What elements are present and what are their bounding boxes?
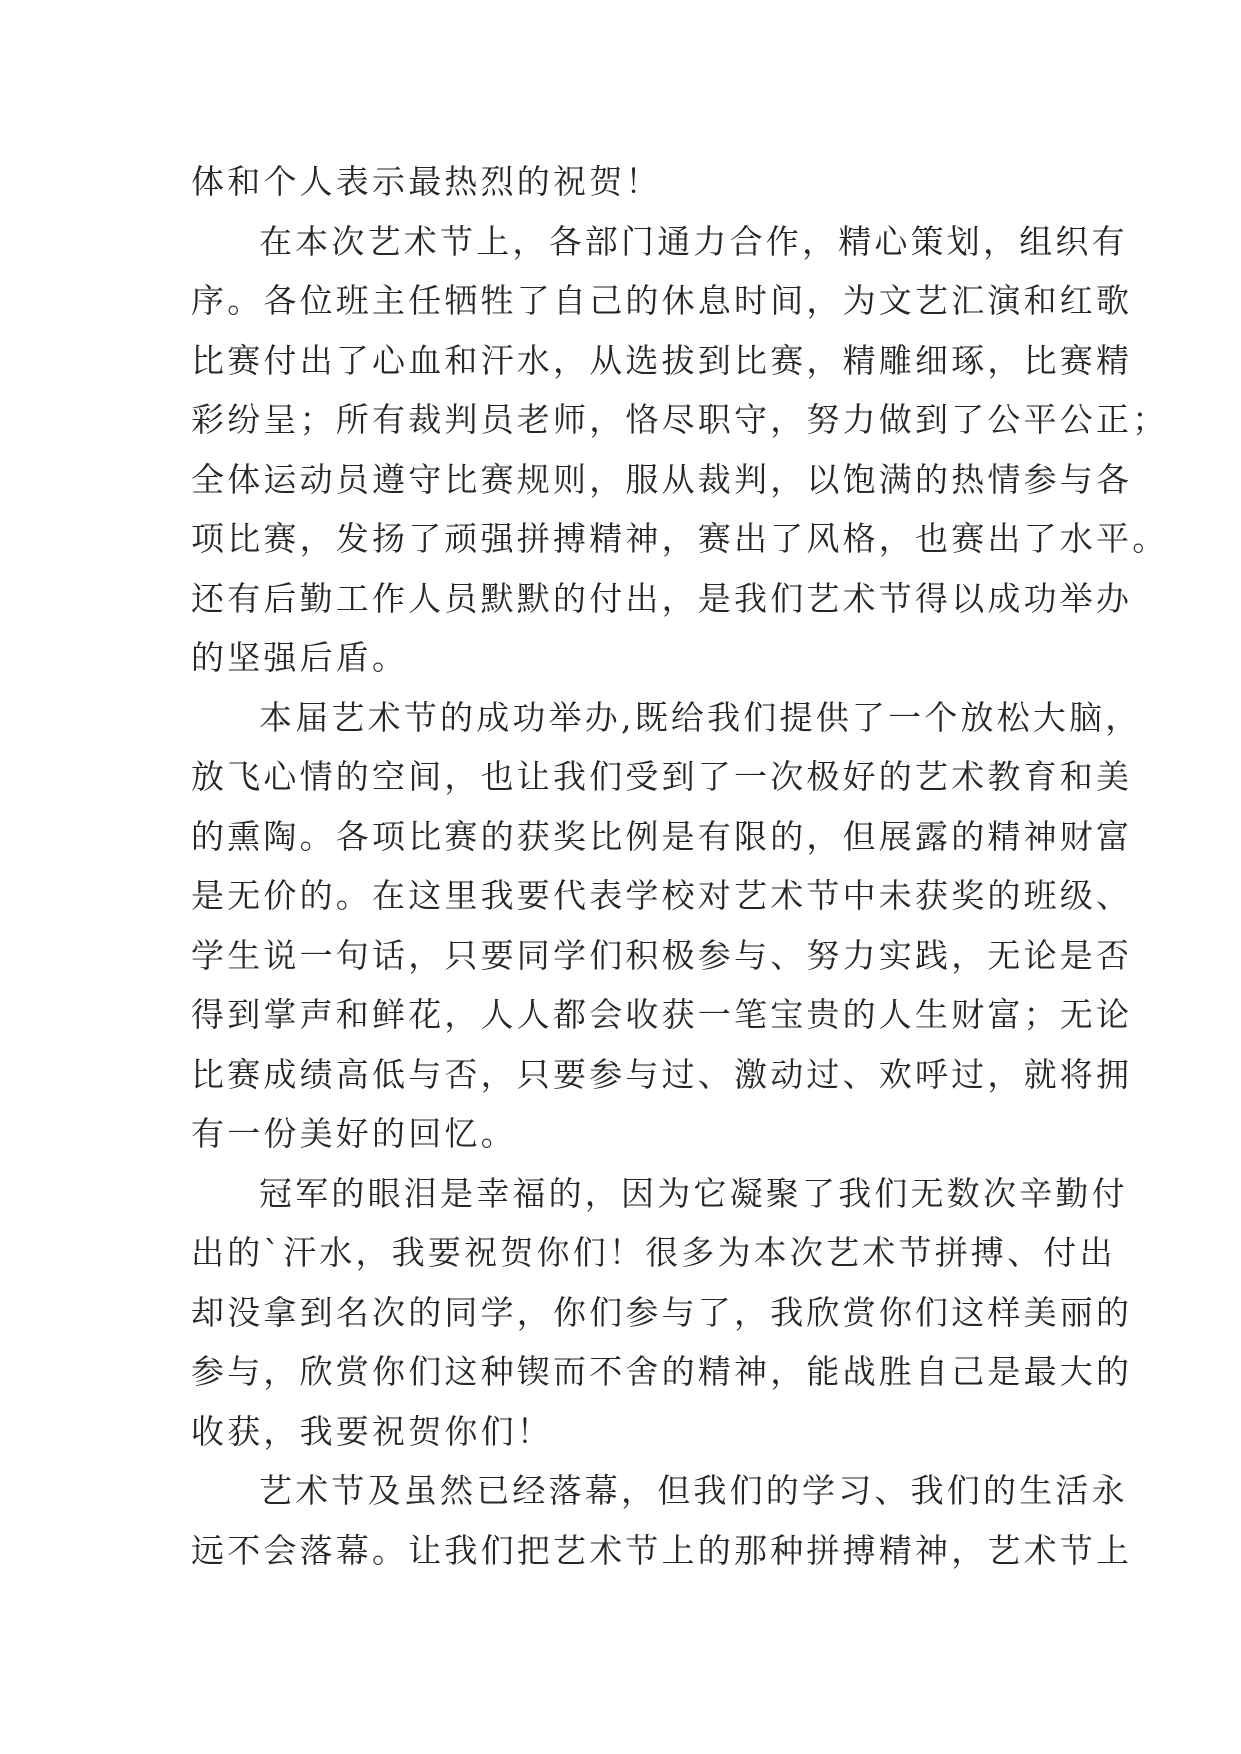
text-line: 有一份美好的回忆。 xyxy=(191,1114,517,1153)
text-line: 项比赛，发扬了顽强拼搏精神，赛出了风格，也赛出了水平。 xyxy=(191,519,1169,558)
paragraph-first-line: 在本次艺术节上，各部门通力合作，精心策划，组织有 xyxy=(259,221,1128,261)
paragraph-first-line: 本届艺术节的成功举办,既给我们提供了一个放松大脑， xyxy=(259,697,1142,737)
document-body xyxy=(191,152,1169,1580)
text-line: 放飞心情的空间，也让我们受到了一次极好的艺术教育和美 xyxy=(191,757,1133,796)
text-line: 出的`汗水，我要祝贺你们！很多为本次艺术节拼搏、付出 xyxy=(191,1233,1116,1272)
text-line: 彩纷呈；所有裁判员老师，恪尽职守，努力做到了公平公正； xyxy=(191,400,1169,439)
text-line: 还有后勤工作人员默默的付出，是我们艺术节得以成功举办 xyxy=(191,578,1133,618)
paragraph-first-line: 艺术节及虽然已经落幕，但我们的学习、我们的生活永 xyxy=(259,1471,1128,1510)
text-line: 的熏陶。各项比赛的获奖比例是有限的，但展露的精神财富 xyxy=(191,816,1133,856)
text-line: 比赛付出了心血和汗水，从选拔到比赛，精雕细琢，比赛精 xyxy=(191,340,1133,380)
text-line: 学生说一句话，只要同学们积极参与、努力实践，无论是否 xyxy=(191,935,1133,975)
text-line: 远不会落幕。让我们把艺术节上的那种拼搏精神，艺术节上 xyxy=(191,1530,1133,1570)
text-line: 序。各位班主任牺牲了自己的休息时间，为文艺汇演和红歌 xyxy=(191,281,1133,320)
text-line: 却没拿到名次的同学，你们参与了，我欣赏你们这样美丽的 xyxy=(191,1292,1133,1332)
text-line: 的坚强后盾。 xyxy=(191,638,409,677)
text-line: 是无价的。在这里我要代表学校对艺术节中未获奖的班级、 xyxy=(191,876,1133,915)
text-line: 收获，我要祝贺你们！ xyxy=(191,1411,553,1451)
paragraph-first-line: 冠军的眼泪是幸福的，因为它凝聚了我们无数次辛勤付 xyxy=(259,1173,1128,1213)
text-line: 参与，欣赏你们这种锲而不舍的精神，能战胜自己是最大的 xyxy=(191,1352,1133,1391)
text-line: 比赛成绩高低与否，只要参与过、激动过、欢呼过，就将拥 xyxy=(191,1054,1133,1094)
text-line: 全体运动员遵守比赛规则，服从裁判，以饱满的热情参与各 xyxy=(191,459,1133,499)
text-line: 得到掌声和鲜花，人人都会收获一笔宝贵的人生财富；无论 xyxy=(191,995,1133,1034)
text-line: 体和个人表示最热烈的祝贺！ xyxy=(191,162,662,201)
